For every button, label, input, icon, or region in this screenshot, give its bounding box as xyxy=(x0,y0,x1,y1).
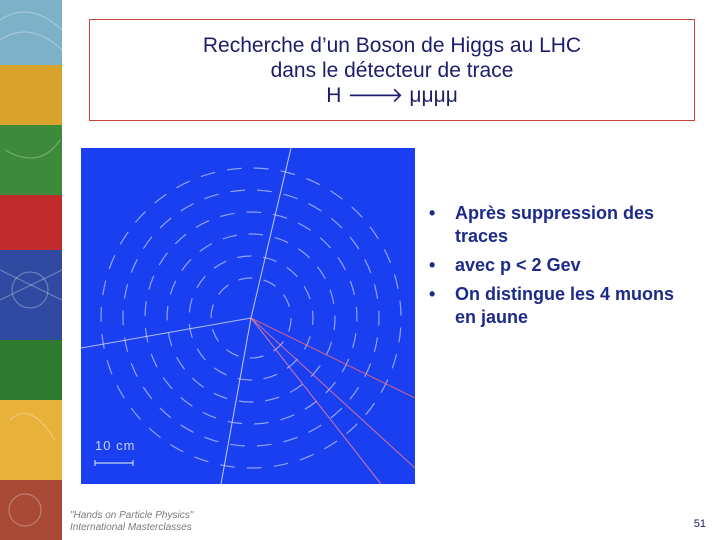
hit-segment xyxy=(320,238,330,248)
hit-segment xyxy=(263,280,275,286)
title-box xyxy=(89,19,695,121)
bullet-dot: • xyxy=(429,284,436,304)
hit-segment xyxy=(331,218,342,228)
hit-segment xyxy=(375,284,378,299)
hit-segment xyxy=(370,227,378,239)
hit-segment xyxy=(350,237,359,249)
hit-segment xyxy=(237,256,251,258)
hit-segment xyxy=(171,445,184,452)
hit-segment xyxy=(214,261,226,268)
title-muons: μμμμ xyxy=(409,83,458,107)
hit-segment xyxy=(257,190,272,192)
slide-number: 51 xyxy=(693,518,706,530)
hit-segment xyxy=(146,328,148,343)
hit-segment xyxy=(214,393,228,398)
hit-segment xyxy=(189,324,192,338)
hit-segment xyxy=(194,457,208,462)
hit-segment xyxy=(223,235,237,239)
hit-segment xyxy=(230,444,245,446)
hit-segment xyxy=(239,278,253,280)
title-line-1: Recherche d’un Boson de Higgs au LHC xyxy=(202,33,582,57)
hit-segment xyxy=(149,276,154,290)
hit-segment xyxy=(151,354,157,367)
hit-segment xyxy=(155,194,167,203)
bullet-dot: • xyxy=(429,203,436,223)
strip-pattern xyxy=(0,0,62,540)
hit-segment xyxy=(289,318,291,332)
bullet-item xyxy=(425,202,695,248)
hit-segment xyxy=(274,463,289,466)
bullet-item xyxy=(425,254,695,277)
hit-segment xyxy=(304,286,310,299)
hit-segment xyxy=(284,194,298,199)
hit-segment xyxy=(287,359,298,369)
bullet-dot: • xyxy=(429,255,436,275)
hit-segment xyxy=(107,360,112,374)
hit-segment xyxy=(102,334,104,349)
title-line-3 xyxy=(326,83,458,108)
hit-segment xyxy=(395,274,399,288)
hit-segment xyxy=(365,259,371,273)
hit-segment xyxy=(311,365,320,376)
title-higgs: H xyxy=(326,83,342,107)
hit-segment xyxy=(326,342,331,356)
hit-segment xyxy=(167,306,168,321)
hit-segment xyxy=(120,232,128,245)
decorative-side-strip xyxy=(0,0,62,540)
hit-segment xyxy=(309,204,322,211)
hit-segment xyxy=(290,385,302,393)
scale-bar xyxy=(95,460,133,466)
hit-segment xyxy=(145,301,146,316)
hit-segment xyxy=(356,307,357,322)
tracker-hits xyxy=(81,148,415,484)
bullet-text: Après suppression des traces xyxy=(455,203,655,246)
hit-segment xyxy=(300,454,314,460)
hit-segment xyxy=(318,267,326,279)
hit-segment xyxy=(181,204,194,211)
hit-segment xyxy=(334,316,335,331)
hit-segment xyxy=(257,444,272,446)
hit-segment xyxy=(204,437,218,442)
hit-segment xyxy=(182,259,191,270)
hit-segment xyxy=(366,403,375,415)
hit-segment xyxy=(192,378,203,387)
hit-segment xyxy=(331,408,342,418)
bullet-text: avec p < 2 Gev xyxy=(455,255,581,275)
hit-segment xyxy=(143,237,152,249)
hit-segment xyxy=(250,356,264,358)
title-line-2: dans le détecteur de trace xyxy=(270,58,514,82)
hit-segment xyxy=(400,301,401,316)
hit-segment xyxy=(189,298,192,312)
bullet-list xyxy=(425,202,695,335)
hit-segment xyxy=(227,350,239,356)
arrow-right-icon: 🡒 xyxy=(347,83,404,107)
bullet-text: On distingue les 4 muons en jaune xyxy=(455,284,675,327)
hit-segment xyxy=(287,267,298,277)
hit-segment xyxy=(131,408,140,419)
hit-segment xyxy=(143,387,152,399)
scale-label: 10 cm xyxy=(95,438,136,453)
tracker-event-display xyxy=(81,148,415,484)
hit-segment xyxy=(211,305,213,319)
track-line xyxy=(81,318,251,348)
hit-segment xyxy=(203,412,217,418)
hit-segment xyxy=(352,207,363,218)
hit-segment xyxy=(175,234,186,244)
hit-segment xyxy=(308,425,321,432)
hit-segment xyxy=(392,354,396,368)
hit-segment xyxy=(177,357,185,369)
hit-segment xyxy=(330,290,334,304)
track-line xyxy=(221,318,251,484)
hit-segment xyxy=(230,190,245,192)
hit-segment xyxy=(103,281,106,296)
hit-segment xyxy=(254,423,269,425)
hit-segment xyxy=(220,213,234,216)
track-line xyxy=(251,318,381,484)
hit-segment xyxy=(228,421,243,423)
hit-segment xyxy=(220,465,235,467)
hit-segment xyxy=(160,408,171,418)
hit-segment xyxy=(281,171,295,175)
bullet-item xyxy=(425,283,695,329)
hit-segment xyxy=(131,259,137,272)
footer-line-2: International Masterclasses xyxy=(70,522,192,533)
hit-segment xyxy=(219,285,229,295)
hit-segment xyxy=(117,385,124,398)
hit-segment xyxy=(298,249,309,258)
hit-segment xyxy=(374,338,377,352)
hit-segment xyxy=(163,377,172,389)
hit-segment xyxy=(227,168,242,170)
hit-segment xyxy=(159,253,167,265)
hit-segment xyxy=(125,284,128,298)
hit-segment xyxy=(330,191,342,200)
hit-segment xyxy=(283,295,289,307)
hit-segment xyxy=(181,397,193,406)
hit-segment xyxy=(338,258,346,271)
hit-segment xyxy=(264,374,278,378)
hit-segment xyxy=(399,328,401,343)
hit-segment xyxy=(306,179,319,185)
hit-segment xyxy=(350,281,354,295)
hit-segment xyxy=(213,329,219,341)
hit-segment xyxy=(347,424,358,434)
hit-segment xyxy=(280,415,294,420)
hit-segment xyxy=(160,218,171,228)
hit-segment xyxy=(305,336,311,349)
hit-segment xyxy=(275,237,289,242)
hit-segment xyxy=(254,168,269,169)
hit-segment xyxy=(205,194,219,199)
hit-segment xyxy=(298,223,311,230)
hit-segment xyxy=(249,234,264,235)
hit-segment xyxy=(170,281,175,295)
hit-segment xyxy=(305,401,317,409)
hit-segment xyxy=(324,441,337,449)
track-line xyxy=(251,148,291,318)
track-line xyxy=(251,318,415,468)
hit-segment xyxy=(168,332,172,346)
hit-segment xyxy=(350,387,359,399)
hit-segment xyxy=(353,333,356,347)
hit-segment xyxy=(201,172,215,176)
hit-segment xyxy=(265,397,279,401)
hit-segment xyxy=(283,437,297,442)
hit-segment xyxy=(181,425,194,432)
footer-credit xyxy=(70,510,193,534)
hit-segment xyxy=(131,363,137,377)
hit-segment xyxy=(197,276,205,288)
hit-segment xyxy=(214,368,226,375)
hit-segment xyxy=(384,249,390,263)
hit-segment xyxy=(200,244,212,252)
hit-segment xyxy=(196,221,209,228)
hit-segment xyxy=(136,211,146,222)
hit-segment xyxy=(109,255,115,269)
hit-segment xyxy=(239,401,254,402)
hit-segment xyxy=(177,181,190,188)
hit-segment xyxy=(197,349,205,361)
footer-line-1: "Hands on Particle Physics" xyxy=(70,510,194,521)
hit-segment xyxy=(149,428,160,438)
